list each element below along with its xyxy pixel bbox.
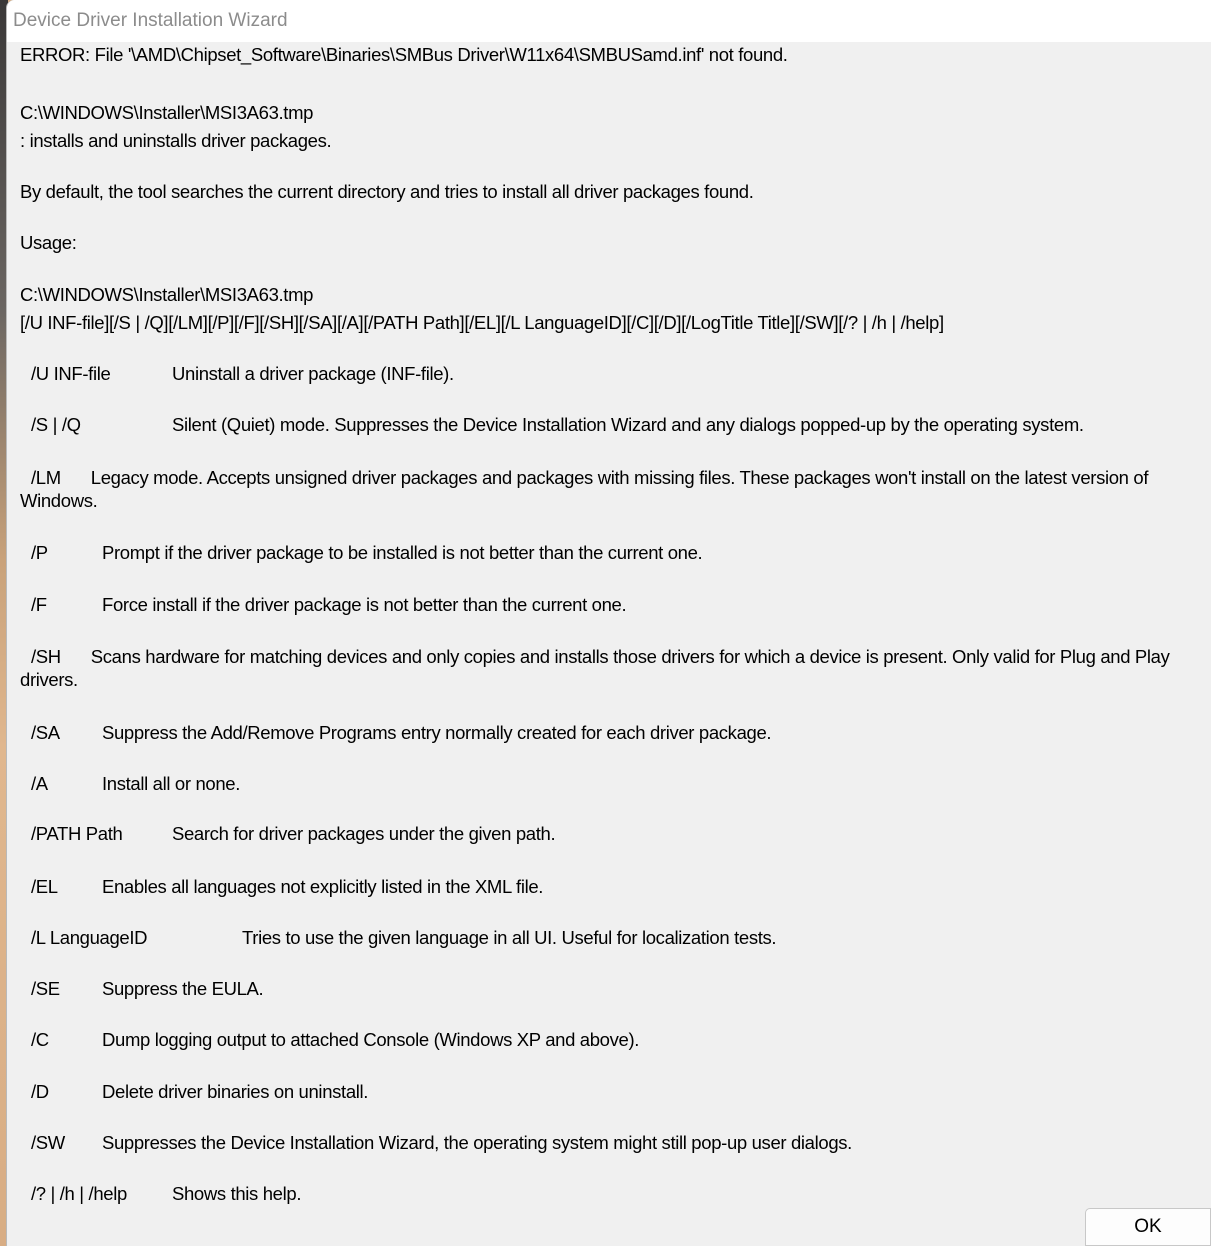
option-description: Prompt if the driver package to be installed is not better than the current one.: [102, 542, 703, 563]
option-flag: /? | /h | /help: [31, 1183, 127, 1204]
option-sh-row: [20, 645, 1200, 691]
option-flag: /SW: [31, 1132, 65, 1153]
usage-path: C:\WINDOWS\Installer\MSI3A63.tmp: [20, 284, 314, 305]
option-flag: /SA: [31, 722, 60, 743]
title-bar[interactable]: [7, 0, 1211, 42]
option-flag: /EL: [31, 876, 58, 897]
option-flag: /C: [31, 1029, 49, 1050]
option-description: Silent (Quiet) mode. Suppresses the Device Installation Wizard and any dialogs popped-up by the operating system.: [172, 414, 1084, 435]
option-description: Suppress the EULA.: [102, 978, 264, 999]
option-description: Legacy mode. Accepts unsigned driver packages and packages with missing files. These packages won't install on the latest version of Windows.: [20, 467, 1149, 511]
option-flag: /A: [31, 773, 48, 794]
usage-label: Usage:: [20, 232, 77, 253]
option-description: Scans hardware for matching devices and only copies and installs those drivers for which a device is present. Only valid for Plug and Play drivers.: [20, 646, 1170, 690]
option-flag: /D: [31, 1081, 49, 1102]
option-flag: /P: [31, 542, 48, 563]
error-message: ERROR: File '\AMD\Chipset_Software\Binaries\SMBus Driver\W11x64\SMBUSamd.inf' not found.: [20, 44, 788, 65]
default-behavior: By default, the tool searches the current directory and tries to install all driver packages found.: [20, 181, 754, 202]
usage-syntax: [/U INF-file][/S | /Q][/LM][/P][/F][/SH][/SA][/A][/PATH Path][/EL][/L LanguageID][/C][/D][/LogTitle Title][/SW][/? | /h | /help]: [20, 312, 944, 333]
option-flag: /PATH Path: [31, 823, 123, 844]
ok-button[interactable]: OK: [1085, 1208, 1211, 1246]
option-flag: /S | /Q: [31, 414, 81, 435]
installer-path: C:\WINDOWS\Installer\MSI3A63.tmp: [20, 102, 314, 123]
option-description: Uninstall a driver package (INF-file).: [172, 363, 454, 384]
option-description: Tries to use the given language in all UI. Useful for localization tests.: [242, 927, 777, 948]
window-title: Device Driver Installation Wizard: [13, 10, 288, 31]
dialog-window: [6, 0, 1211, 1246]
option-description: Shows this help.: [172, 1183, 302, 1204]
tool-summary: : installs and uninstalls driver packages.: [20, 130, 332, 151]
option-flag: /LM: [31, 467, 61, 488]
option-flag: /F: [31, 594, 47, 615]
option-description: Enables all languages not explicitly listed in the XML file.: [102, 876, 544, 897]
option-lm-row: [20, 466, 1200, 512]
option-flag: /SH: [31, 646, 61, 667]
option-description: Delete driver binaries on uninstall.: [102, 1081, 369, 1102]
option-description: Install all or none.: [102, 773, 241, 794]
option-description: Dump logging output to attached Console (Windows XP and above).: [102, 1029, 640, 1050]
option-flag: /L LanguageID: [31, 927, 148, 948]
option-flag: /U INF-file: [31, 363, 111, 384]
option-description: Suppress the Add/Remove Programs entry normally created for each driver package.: [102, 722, 772, 743]
option-description: Suppresses the Device Installation Wizard, the operating system might still pop-up user dialogs.: [102, 1132, 852, 1153]
option-description: Search for driver packages under the given path.: [172, 823, 556, 844]
option-flag: /SE: [31, 978, 60, 999]
option-description: Force install if the driver package is not better than the current one.: [102, 594, 627, 615]
